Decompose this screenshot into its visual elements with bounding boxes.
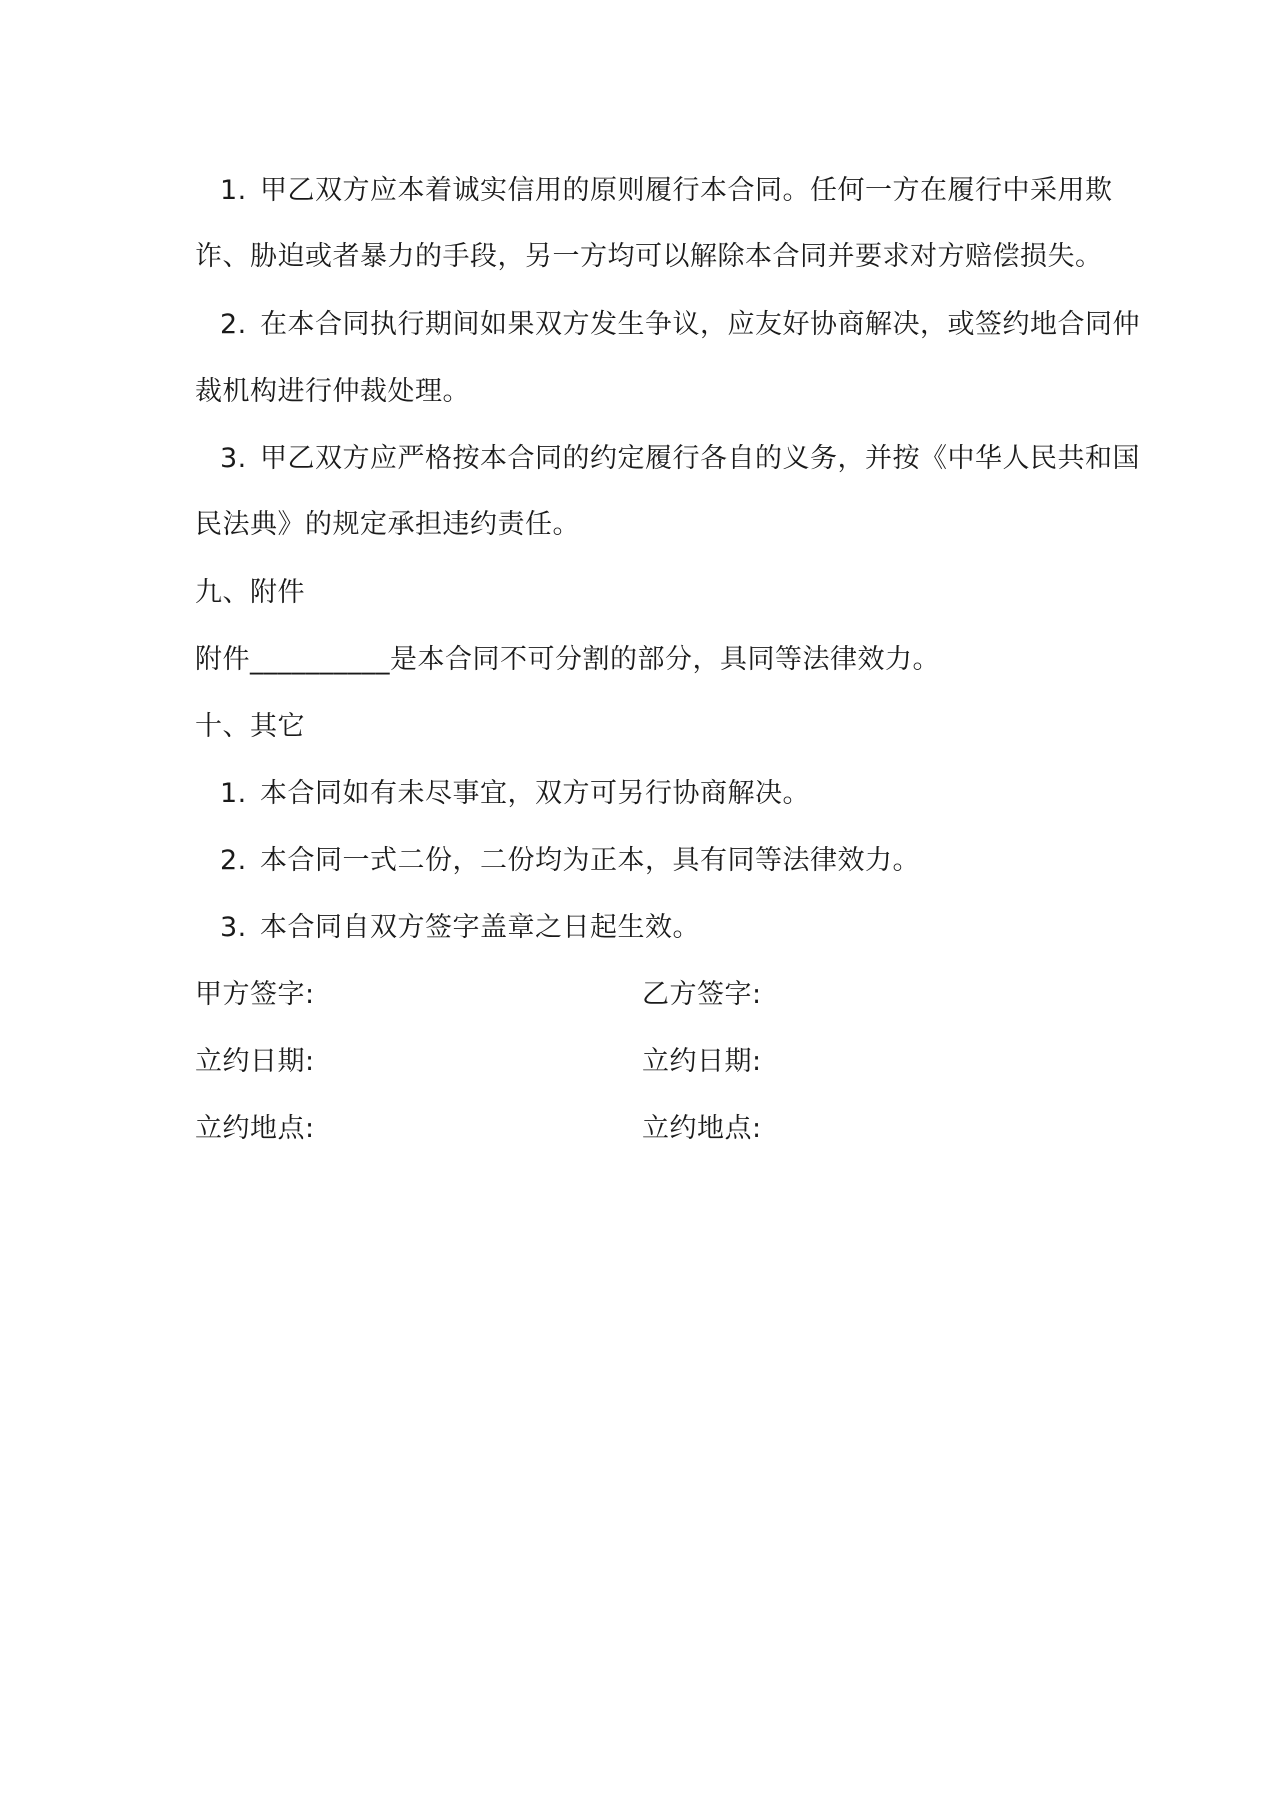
clause-number: 3. (220, 912, 247, 943)
clause-text: 在本合同执行期间如果双方发生争议，应友好协商解决，或签约地合同仲 (260, 309, 1140, 340)
clause-number: 2. (220, 309, 247, 340)
clause-number: 2. (220, 845, 247, 876)
clause-number: 3. (220, 443, 247, 474)
section-heading-other: 十、其它 (195, 711, 305, 742)
party-b-place-label: 立约地点: (642, 1113, 762, 1144)
other-item-2 (220, 844, 920, 878)
clause-item-2-line-2: 裁机构进行仲裁处理。 (195, 376, 470, 407)
clause-item-1-line-1 (220, 174, 1113, 208)
clause-item-1-line-2: 诈、胁迫或者暴力的手段，另一方均可以解除本合同并要求对方赔偿损失。 (195, 241, 1103, 272)
clause-text: 甲乙双方应本着诚实信用的原则履行本合同。任何一方在履行中采用欺 (260, 175, 1113, 206)
clause-number: 1. (220, 175, 247, 206)
clause-item-3-line-1 (220, 442, 1140, 476)
party-a-place-label: 立约地点: (195, 1113, 315, 1144)
party-b-date-label: 立约日期: (642, 1046, 762, 1077)
clause-item-3-line-2: 民法典》的规定承担违约责任。 (195, 509, 580, 540)
party-b-signature-label: 乙方签字: (642, 979, 762, 1010)
other-item-3 (220, 911, 700, 945)
party-a-date-label: 立约日期: (195, 1046, 315, 1077)
party-a-signature-label: 甲方签字: (195, 979, 315, 1010)
clause-text: 本合同如有未尽事宜，双方可另行协商解决。 (260, 778, 810, 809)
clause-number: 1. (220, 778, 247, 809)
attachments-text: 附件__________是本合同不可分割的部分，具同等法律效力。 (195, 644, 940, 675)
other-item-1 (220, 777, 810, 811)
clause-text: 本合同一式二份，二份均为正本，具有同等法律效力。 (260, 845, 920, 876)
clause-item-2-line-1 (220, 308, 1140, 342)
clause-text: 本合同自双方签字盖章之日起生效。 (260, 912, 700, 943)
section-heading-attachments: 九、附件 (195, 577, 305, 608)
clause-text: 甲乙双方应严格按本合同的约定履行各自的义务，并按《中华人民共和国 (260, 443, 1140, 474)
